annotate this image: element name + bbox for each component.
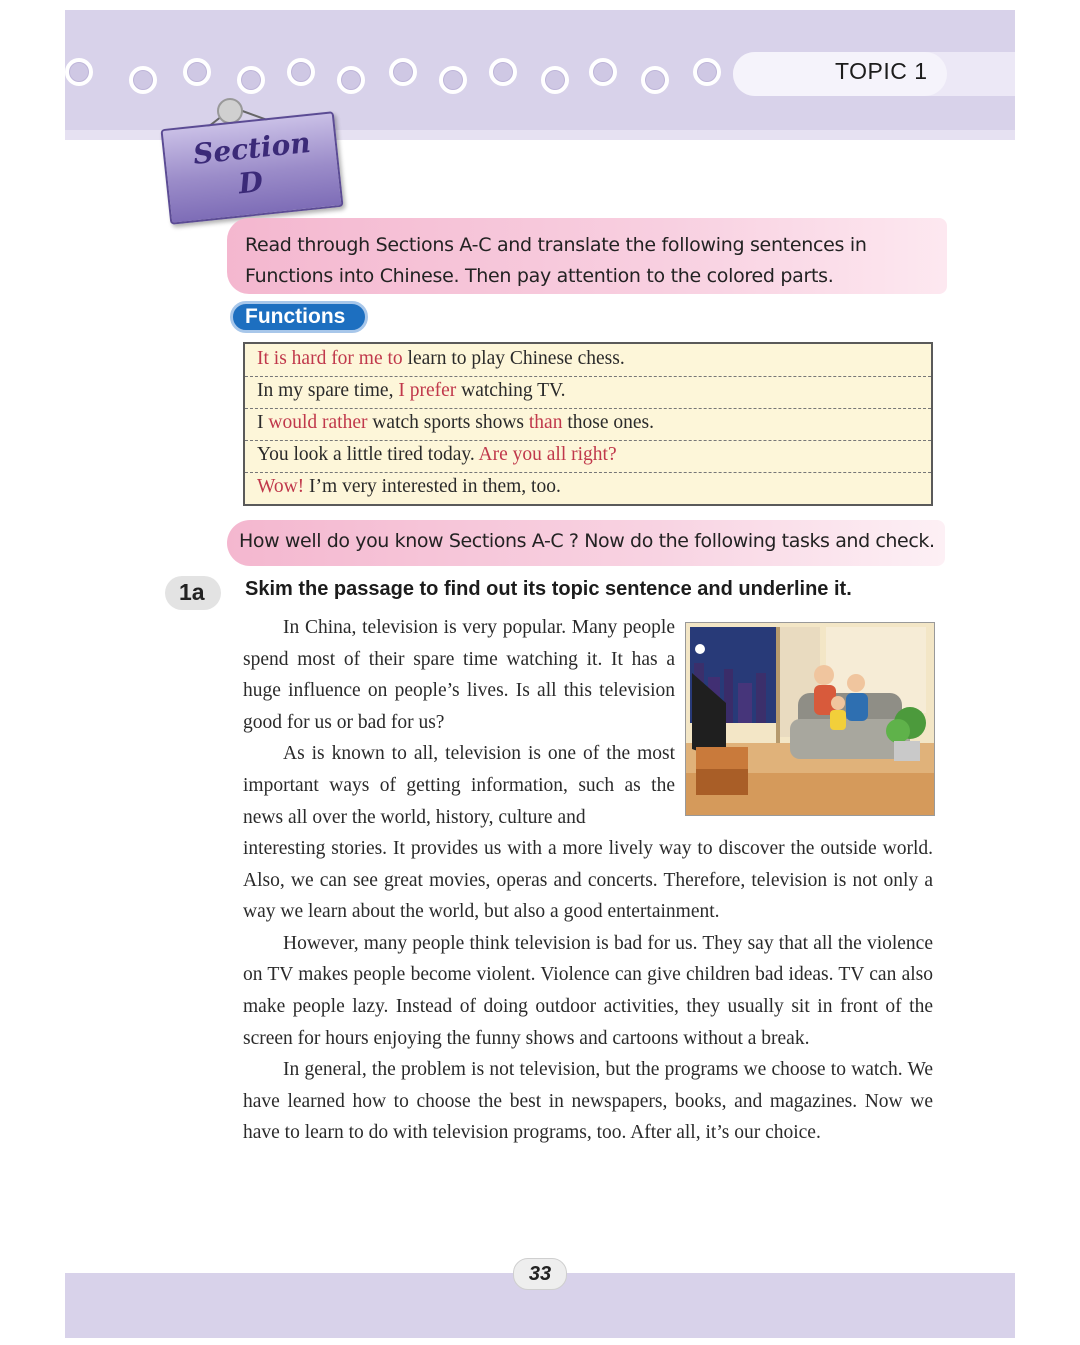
binder-ring-icon [693,58,721,86]
highlighted-phrase: Wow! [257,476,305,497]
passage-top [243,612,675,833]
binder-ring-icon [541,66,569,94]
paragraph-2-end: interesting stories. It provides us with a more lively way to discover the outside world. Also, we can see great movies, operas and concerts. Therefore, television is not only a way we learn about the world, but also a good entertainment. [243,838,933,923]
functions-row [245,344,931,377]
check-banner [227,520,945,566]
highlighted-phrase: Are you all right? [478,444,617,465]
functions-row-text [257,348,625,370]
instruction-banner [227,218,947,294]
check-banner-text: How well do you know Sections A-C ? Now do the following tasks and check. [239,530,935,552]
binder-ring-icon [439,66,467,94]
binder-ring-icon [129,66,157,94]
plain-phrase: watch sports shows [367,412,529,433]
functions-table [243,342,933,506]
task-number-badge [165,576,221,610]
binder-ring-icon [65,58,93,86]
binder-ring-icon [287,58,315,86]
binder-ring-icon [237,66,265,94]
functions-tag [230,301,368,333]
highlighted-phrase: I prefer [398,380,457,401]
highlighted-phrase: would rather [268,412,368,433]
plain-phrase: I’m very interested in them, too. [304,476,561,497]
binder-ring-icon [641,66,669,94]
passage-bottom [243,833,933,1149]
binder-ring-icon [489,58,517,86]
binder-ring-icon [183,58,211,86]
functions-row-text [257,444,617,466]
functions-row [245,440,931,473]
instruction-text: Read through Sections A-C and translate the following sentences in Functions into Chinese. Then pay attention to the colored parts. [245,234,867,287]
binder-ring-icon [589,58,617,86]
paragraph-4: In general, the problem is not television, but the programs we choose to watch. We have learned how to choose the best in newspapers, books, and magazines. Now we have to learn to do with television programs, too. After all, it’s our choice. [243,1059,933,1144]
functions-row-text [257,412,654,434]
functions-row [245,376,931,409]
binder-ring-icon [389,58,417,86]
textbook-page [65,10,1015,1338]
highlighted-phrase: than [528,412,563,433]
highlighted-phrase: It is hard for me to [257,348,403,369]
family-watching-tv-illustration [685,622,935,816]
functions-tag-label: Functions [245,305,346,328]
functions-row-text [257,380,566,402]
task-number: 1a [179,579,205,605]
plain-phrase: learn to play Chinese chess. [402,348,625,369]
page-number: 33 [513,1258,567,1290]
plain-phrase: watching TV. [456,380,566,401]
binder-ring-icon [337,66,365,94]
plain-phrase: In my spare time, [257,380,399,401]
section-letter: D [236,165,265,201]
plain-phrase: those ones. [562,412,654,433]
paragraph-3: However, many people think television is bad for us. They say that all the violence on TV makes people become violent. Violence can give children bad ideas. TV can also make people lazy. Instead of doing outdoor activities, they usually sit in front of the screen for hours enjoying the funny shows and cartoons without a break. [243,932,933,1049]
section-word: Section [191,125,313,171]
task-title: Skim the passage to find out its topic sentence and underline it. [245,578,852,600]
paragraph-1: In China, television is very popular. Many people spend most of their spare time watching it. It has a huge influence on people’s lives. Is all this television good for us or bad for us? [243,617,675,733]
plain-phrase: I [257,412,269,433]
functions-row-text [257,476,561,498]
functions-row [245,472,931,504]
plain-phrase: You look a little tired today. [257,444,479,465]
topic-label: TOPIC 1 [835,58,928,84]
section-sign [160,111,343,225]
paragraph-2-start: As is known to all, television is one of the most important ways of getting information, such as the news all over the world, history, culture and [243,743,675,828]
binder-rings [65,58,745,104]
functions-row [245,408,931,441]
